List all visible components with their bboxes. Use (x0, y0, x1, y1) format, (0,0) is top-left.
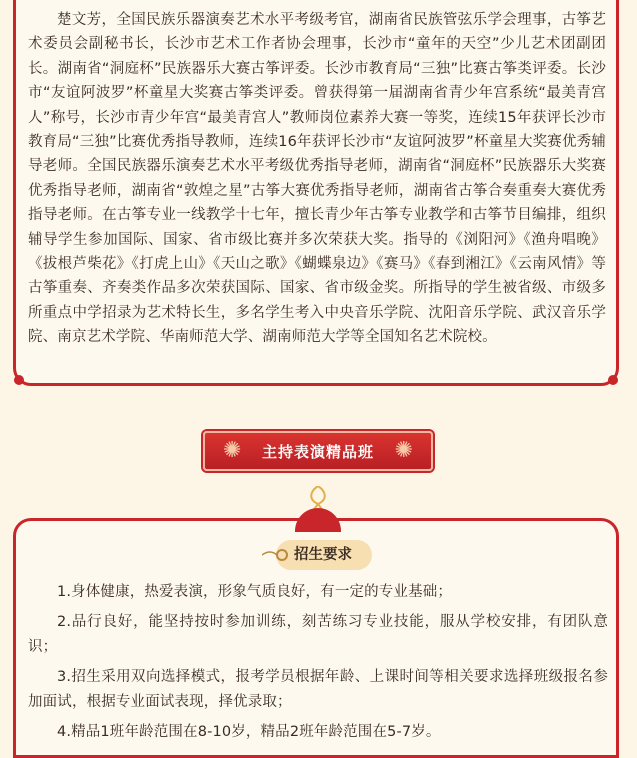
class-banner (203, 431, 433, 471)
requirements-list (28, 580, 608, 750)
sparkle-icon: ✺ (394, 438, 413, 463)
sparkle-icon: ✺ (223, 438, 242, 463)
bio-paragraph: 楚文芳，全国民族乐器演奏艺术水平考级考官，湖南省民族管弦乐学会理事，古筝艺术委员会副秘书长，长沙市艺术工作者协会理事，长沙市“童年的天空”少儿艺术团副团长。湖南省“洞庭杯”民族器乐大赛古筝评委。长沙市教育局“三独”比赛古筝类评委。长沙市“友谊阿波罗”杯童星大奖赛古筝类评委。曾获得第一届湖南省青少年宫系统“最美青宫人”称号，长沙市青少年宫“最美青宫人”教师岗位素养大赛一等奖，连续15年获评长沙市教育局“三独”比赛优秀指导教师，连续16年获评长沙市“友谊阿波罗”杯童星大奖赛优秀辅导老师。全国民族器乐演奏艺术水平考级优秀指导老师，湖南省“洞庭杯”民族器乐大奖赛优秀指导老师，湖南省“敦煌之星”古筝大赛优秀指导老师，湖南省古筝合奏重奏大赛优秀指导老师。在古筝专业一线教学十七年，擅长青少年古筝专业教学和古筝节目编排，组织辅导学生参加国际、国家、省市级比赛并多次荣获大奖。指导的《浏阳河》《渔舟唱晚》《拔根芦柴花》《打虎上山》《天山之歌》《蝴蝶泉边》《赛马》《春到湘江》《云南风情》等古筝重奏、齐奏类作品多次荣获国际、国家、省市级金奖。所指导的学生被省级、市级多所重点中学招录为艺术特长生，多名学生考入中央音乐学院、沈阳音乐学院、武汉音乐学院、南京艺术学院、华南师范大学、湖南师范大学等全国知名艺术院校。 (28, 12, 606, 346)
requirements-title-badge (262, 540, 374, 570)
ornament-icon (295, 508, 341, 532)
banner-title: 主持表演精品班 (261, 442, 374, 461)
list-item: 4.精品1班年龄范围在8-10岁，精品2班年龄范围在5-7岁。 (57, 724, 441, 741)
corner-dot-right (608, 375, 618, 385)
list-item: 3.招生采用双向选择模式，报考学员根据年龄、上课时间等相关要求选择班级报名参加面试，根据专业面试表现，择优录取； (28, 669, 608, 710)
pill-knob-icon (262, 547, 288, 563)
requirements-title: 招生要求 (294, 547, 352, 563)
corner-dot-left (14, 375, 24, 385)
bio-card (13, 0, 619, 386)
list-item: 1.身体健康，热爱表演，形象气质良好，有一定的专业基础； (57, 584, 453, 600)
list-item: 2.品行良好，能坚持按时参加训练，刻苦练习专业技能，服从学校安排，有团队意识； (28, 614, 608, 655)
